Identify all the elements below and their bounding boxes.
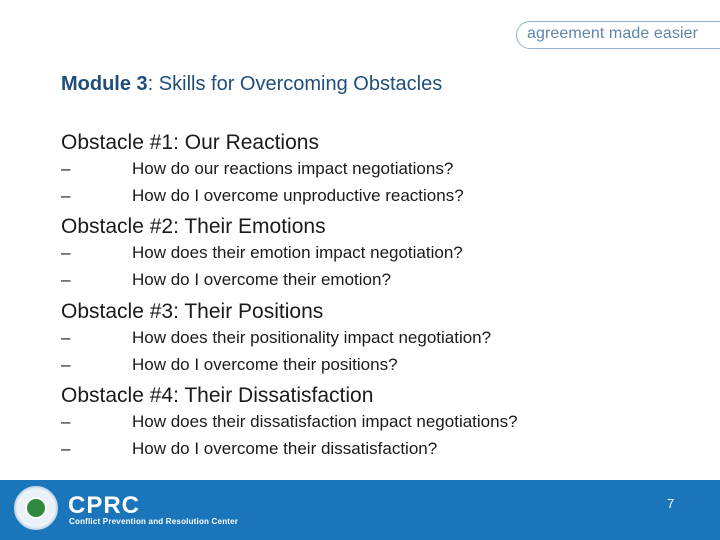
list-item xyxy=(61,439,681,466)
list-item-text: How does their emotion impact negotiation? xyxy=(132,243,463,262)
list-item xyxy=(61,159,681,186)
list-item-text: How do our reactions impact negotiations? xyxy=(132,159,454,178)
brand-logo-text: CPRC xyxy=(68,492,141,519)
list-item xyxy=(61,243,681,270)
dash-bullet: – xyxy=(61,412,71,431)
list-item xyxy=(61,270,681,297)
brand-subtitle: Conflict Prevention and Resolution Center xyxy=(69,517,239,526)
page-number: 7 xyxy=(667,496,675,511)
list-item-text: How do I overcome their dissatisfaction? xyxy=(132,439,438,458)
module-title-text: : Skills for Overcoming Obstacles xyxy=(147,73,443,95)
obstacle-section xyxy=(61,383,681,466)
list-item-text: How do I overcome unproductive reactions? xyxy=(132,186,464,205)
dash-bullet: – xyxy=(61,355,71,374)
module-number: Module 3 xyxy=(61,73,148,95)
obstacle-heading: Obstacle #4: Their Dissatisfaction xyxy=(61,384,374,407)
list-item-text: How do I overcome their emotion? xyxy=(132,270,391,289)
slide-title xyxy=(61,73,442,96)
obstacle-section xyxy=(61,299,681,382)
list-item-text: How does their positionality impact negotiation? xyxy=(132,328,492,347)
list-item xyxy=(61,328,681,355)
list-item-text: How do I overcome their positions? xyxy=(132,355,398,374)
list-item xyxy=(61,186,681,213)
list-item xyxy=(61,412,681,439)
obstacle-section xyxy=(61,130,681,213)
tagline-text: agreement made easier xyxy=(527,25,699,42)
obstacle-heading: Obstacle #2: Their Emotions xyxy=(61,215,326,238)
dash-bullet: – xyxy=(61,270,71,289)
epa-seal-icon xyxy=(14,486,58,530)
dash-bullet: – xyxy=(61,328,71,347)
obstacle-heading: Obstacle #1: Our Reactions xyxy=(61,131,319,154)
obstacle-section xyxy=(61,214,681,297)
dash-bullet: – xyxy=(61,186,71,205)
seal-emblem xyxy=(25,497,47,519)
obstacle-heading: Obstacle #3: Their Positions xyxy=(61,300,324,323)
dash-bullet: – xyxy=(61,243,71,262)
list-item-text: How does their dissatisfaction impact negotiations? xyxy=(132,412,518,431)
dash-bullet: – xyxy=(61,439,71,458)
list-item xyxy=(61,355,681,382)
dash-bullet: – xyxy=(61,159,71,178)
